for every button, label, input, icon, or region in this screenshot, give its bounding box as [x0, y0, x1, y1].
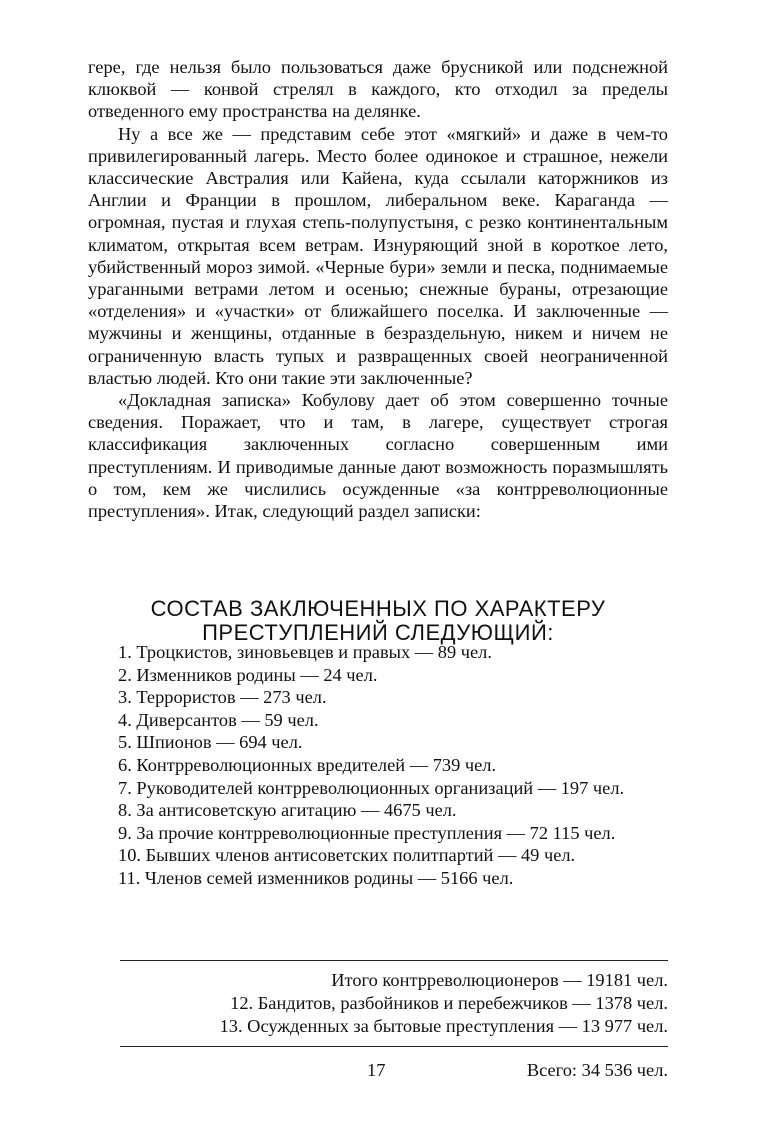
section-heading: [88, 597, 668, 645]
heading-line-2: ПРЕСТУПЛЕНИЙ СЛЕДУЮЩИЙ:: [202, 620, 554, 645]
totals-block: [88, 969, 668, 1038]
prisoner-category-list: [88, 641, 668, 890]
list-item: 6. Контрреволюционных вредителей — 739 чел.: [118, 754, 497, 775]
page-number: 17: [367, 1060, 386, 1080]
list-item: 4. Диверсантов — 59 чел.: [118, 709, 319, 730]
list-item: 10. Бывших членов антисоветских политпартий — 49 чел.: [118, 845, 576, 866]
list-item: 9. За прочие контрреволюционные преступления — 72 115 чел.: [118, 822, 616, 843]
counter-revolutionary-total: Итого контрреволюционеров — 19181 чел.: [331, 970, 668, 990]
heading-line-1: СОСТАВ ЗАКЛЮЧЕННЫХ ПО ХАРАКТЕРУ: [150, 596, 606, 621]
list-item: 8. За антисоветскую агитацию — 4675 чел.: [118, 800, 457, 821]
list-item: 11. Членов семей изменников родины — 5166 чел.: [118, 867, 514, 888]
paragraph-continued: гере, где нельзя было пользоваться даже брусникой или подснежной клюквой — конвой стрелял в каждого, кто отходил за пределы отведенного ему пространства на делянке.: [88, 57, 668, 122]
list-item: 2. Изменников родины — 24 чел.: [118, 664, 378, 685]
grand-total: Всего: 34 536 чел.: [526, 1060, 668, 1080]
list-item: 5. Шпионов — 694 чел.: [118, 732, 303, 753]
list-item: 3. Террористов — 273 чел.: [118, 687, 327, 708]
list-item: 1. Троцкистов, зиновьевцев и правых — 89 чел.: [118, 642, 492, 662]
paragraph-karaganda: Ну а все же — представим себе этот «мягкий» и даже в чем-то привилегированный лагерь. Место более одинокое и страшное, нежели классические Австралия или Кайена, куда ссылали каторжников из Англии и Франции в прошлом, либеральном веке. Караганда — огромная, пустая и глухая степь-полупустыня, с резко континентальным климатом, открытая всем ветрам. Изнуряющий зной в короткое лето, убийственный мороз зимой. «Черные бури» земли и песка, поднимаемые ураганными ветрами летом и осенью; снежные бураны, отрезающие «отделения» и «участки» от ближайшего поселка. И заключенные — мужчины и женщины, отданные в безраздельную, никем и ничем не ограниченную власть тупых и развращенных своей неограниченной властью людей. Кто они такие эти заключенные?: [88, 123, 668, 388]
list-item: 7. Руководителей контрреволюционных организаций — 197 чел.: [118, 777, 625, 798]
list-item-everyday-crimes: 13. Осужденных за бытовые преступления — 13 977 чел.: [219, 1016, 668, 1036]
divider-rule: [120, 960, 668, 961]
paragraph-report: «Докладная записка» Кобулову дает об этом совершенно точные сведения. Поражает, что и там, в лагере, существует строгая классификация заключенных согласно совершенным ими преступлениям. И приводимые данные дают возможность поразмышлять о том, кем же числились осужденные «за контрреволюционные преступления». Итак, следующий раздел записки:: [88, 390, 668, 522]
body-text: [88, 56, 668, 522]
divider-rule: [120, 1046, 668, 1047]
list-item-bandits: 12. Бандитов, разбойников и перебежчиков — 1378 чел.: [230, 993, 668, 1013]
